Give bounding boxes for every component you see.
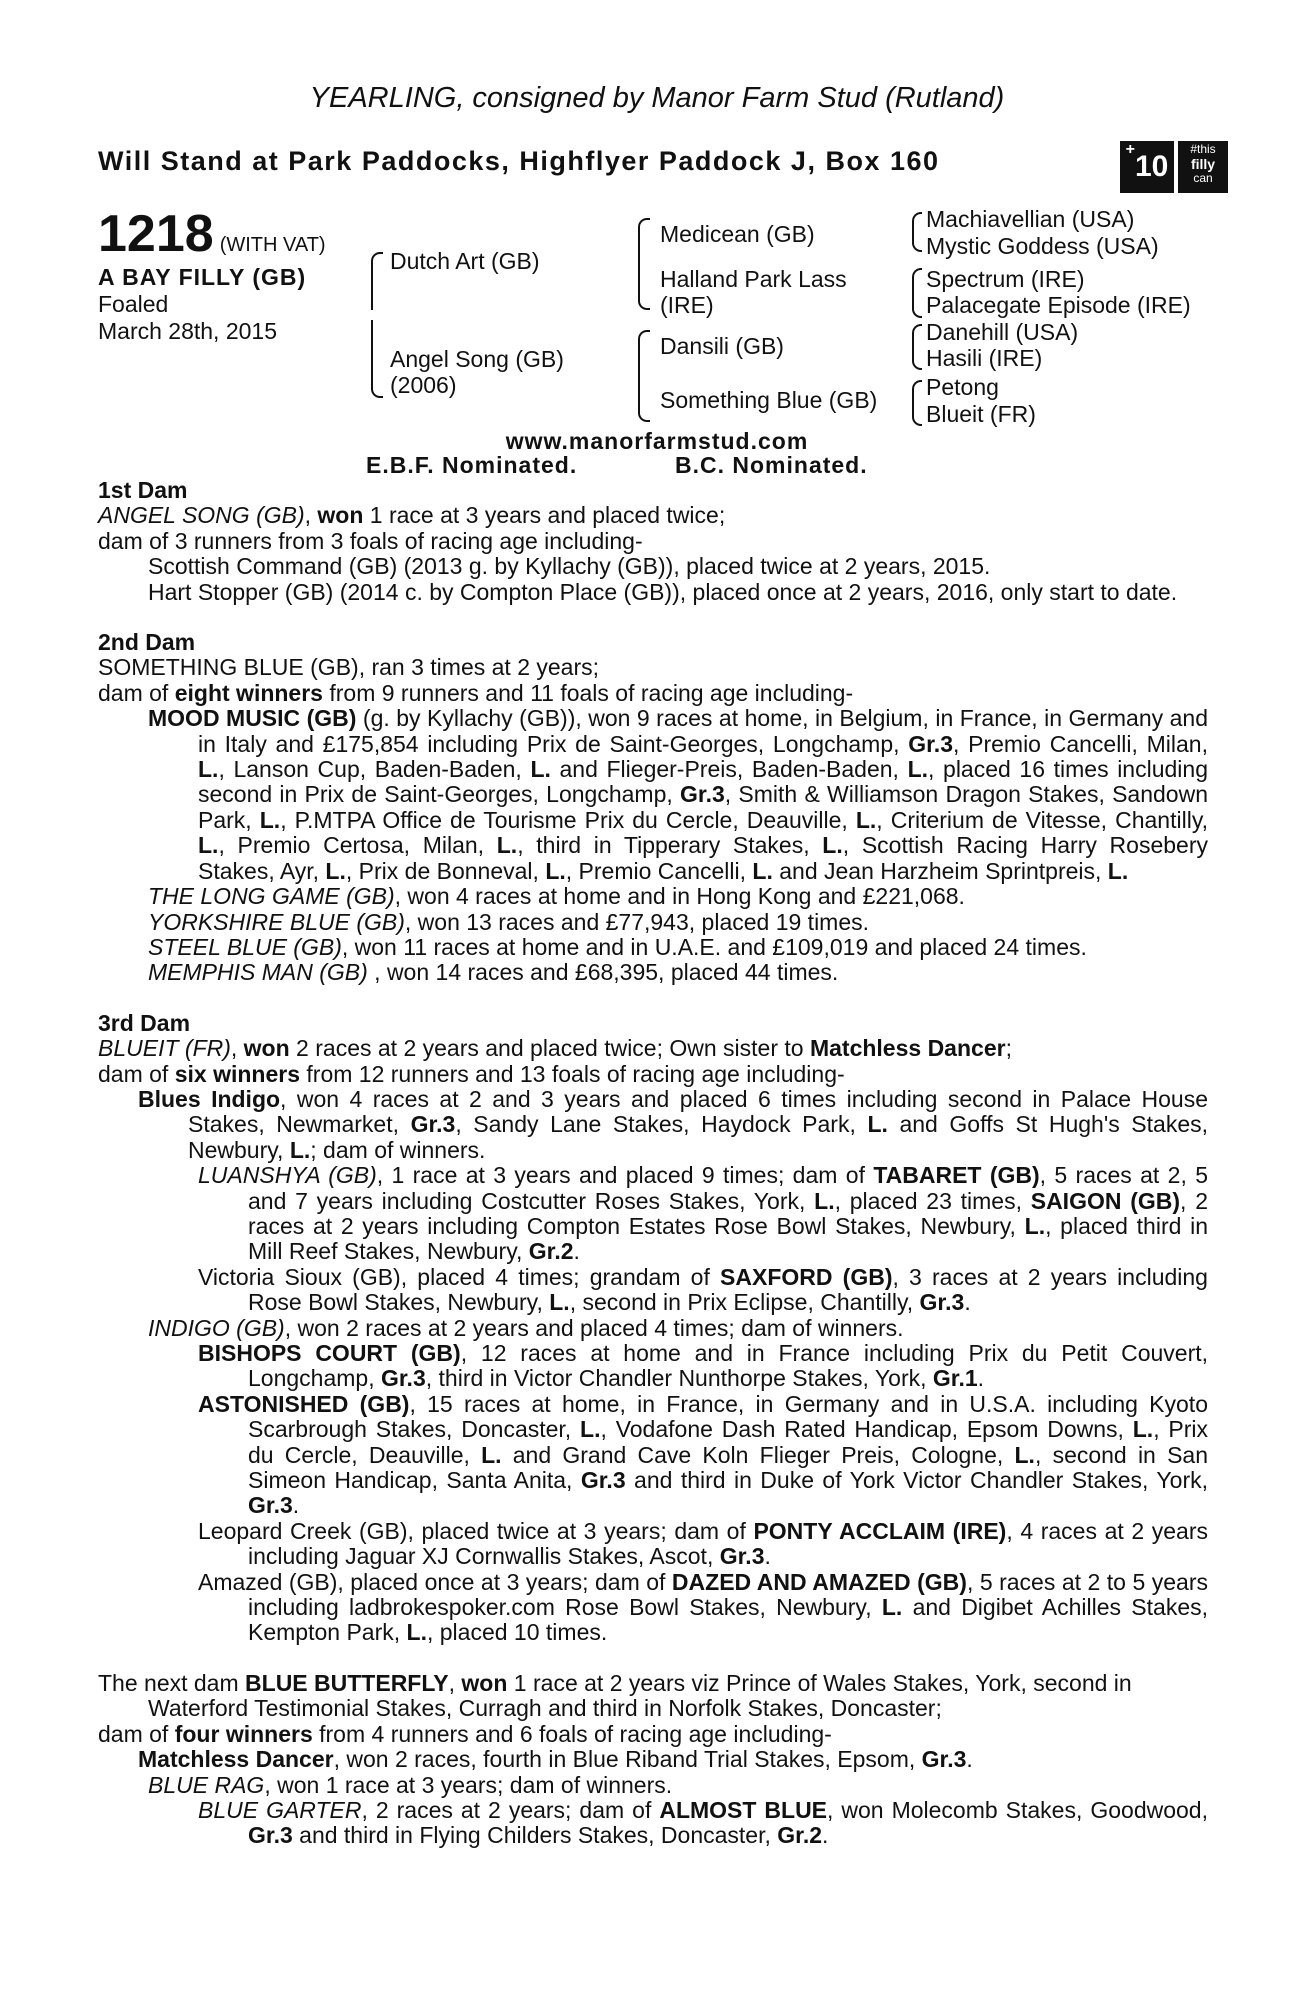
lot-number: 1218 — [98, 205, 214, 263]
text: , 5 races at 2, 5 and 7 years including Costcutter Roses Stakes, York, — [248, 1162, 1208, 1214]
horse-name: DAZED AND AMAZED (GB) — [671, 1568, 967, 1595]
grade: L. — [867, 1111, 888, 1138]
text: and Jean Harzheim Sprintpreis, — [772, 857, 1108, 884]
grade: L. — [1107, 857, 1129, 884]
ebf-nominated: E.B.F. Nominated. — [366, 452, 578, 478]
pedigree-dsd: Hasili (IRE) — [926, 345, 1043, 371]
dam-name: BLUEIT (FR) — [98, 1035, 231, 1062]
text: , third in Tipperary Stakes, — [517, 832, 823, 859]
horse-name: Matchless Dancer — [138, 1746, 334, 1773]
text: , placed 10 times. — [426, 1619, 608, 1646]
winners-count: six winners — [174, 1060, 300, 1087]
sds-bracket — [912, 268, 922, 318]
victoria-sioux-entry — [98, 1265, 1208, 1316]
horse-name: PONTY ACCLAIM (IRE) — [753, 1517, 1007, 1544]
pedigree-dam-line-2: (2006) — [390, 372, 457, 398]
grade: L. — [406, 1619, 427, 1646]
text: ; dam of winners. — [310, 1136, 486, 1163]
second-dam-section — [98, 630, 1208, 986]
grade: L. — [752, 857, 773, 884]
text: , Premio Cancelli, Milan, — [953, 730, 1208, 757]
third-dam-line-1 — [98, 1036, 1208, 1061]
text: and Digibet Achilles Stakes, Kempton Park, — [248, 1594, 1208, 1646]
grade: Gr.3 — [380, 1365, 426, 1392]
grade: Gr.3 — [919, 1289, 965, 1316]
text: (g. by Kyllachy (GB)), won 9 races at home, in Belgium, in France, in Germany and in Italy and £175,854 including Prix de Saint-Georges, Longchamp, — [198, 705, 1208, 757]
horse-name: YORKSHIRE BLUE (GB) — [148, 908, 405, 935]
dds-bracket — [912, 380, 922, 426]
text: , Lanson Cup, Baden-Baden, — [218, 756, 531, 783]
blue-garter-entry — [98, 1798, 1208, 1849]
ss-bracket — [638, 218, 650, 310]
first-dam-line-1 — [98, 503, 1208, 528]
blues-indigo-entry — [98, 1087, 1208, 1163]
text: , placed 16 times including second in Prix de Saint-Georges, Longchamp, — [198, 756, 1208, 808]
text: , 5 races at 2 to 5 years including ladbrokespoker.com Rose Bowl Stakes, Newbury, — [248, 1568, 1208, 1621]
text: Amazed (GB), placed once at 3 years; dam of — [198, 1568, 672, 1595]
horse-name: MEMPHIS MAN (GB) — [148, 959, 368, 986]
text: , placed 23 times, — [834, 1187, 1031, 1214]
vat-note: (WITH VAT) — [219, 234, 326, 256]
grade: L. — [881, 1594, 903, 1621]
steel-blue-entry — [98, 935, 1208, 960]
grade: L. — [325, 857, 346, 884]
first-dam-heading: 1st Dam — [98, 477, 188, 503]
text: . — [966, 1746, 973, 1773]
stand-location: Will Stand at Park Paddocks, Highflyer Paddock J, Box 160 — [98, 146, 940, 176]
text: ; — [1005, 1035, 1012, 1062]
grade: Gr.3 — [719, 1543, 765, 1570]
text: , Prix de Bonneval, — [345, 857, 546, 884]
text: and Flieger-Preis, Baden-Baden, — [550, 756, 908, 783]
badge-number: 10 — [1134, 150, 1169, 183]
pedigree-dam-line-1: Angel Song (GB) — [390, 346, 564, 372]
horse-name: SAIGON (GB) — [1030, 1187, 1181, 1214]
bc-nominated: B.C. Nominated. — [675, 452, 868, 478]
grade: L. — [814, 1187, 835, 1214]
amazed-entry — [98, 1570, 1208, 1646]
text: , second in Prix Eclipse, Chantilly, — [569, 1289, 920, 1316]
grade: Gr.2 — [528, 1238, 574, 1265]
horse-name: Blues Indigo — [138, 1085, 281, 1112]
text: , won 4 races at 2 and 3 years and placed 6 times including second in Palace House Stakes, Newmarket, — [188, 1085, 1209, 1138]
memphis-man-entry — [98, 960, 1208, 985]
third-dam-section — [98, 1011, 1208, 1646]
pedigree-sire-dam-1: Halland Park Lass — [660, 266, 847, 292]
text: , 1 race at 3 years and placed 9 times; dam of — [376, 1162, 874, 1189]
text: dam of — [98, 679, 175, 706]
blue-rag-entry — [98, 1773, 1208, 1798]
text: 1 race at 3 years and placed twice; — [363, 502, 726, 529]
lot-number-line — [98, 205, 326, 271]
third-dam-line-2 — [98, 1062, 1208, 1087]
text: , 12 races at home and in France including Prix du Petit Couvert, Longchamp, — [248, 1340, 1209, 1392]
grade: Gr.3 — [908, 730, 953, 757]
produce-entry-2: Hart Stopper (GB) (2014 c. by Compton Place (GB)), placed once at 2 years, 2016, only start to date. — [148, 578, 1178, 605]
horse-name: LUANSHYA (GB) — [198, 1162, 377, 1189]
badge-tag-line-2: filly — [1190, 156, 1216, 172]
text: dam of — [98, 1720, 175, 1747]
text: . — [292, 1492, 300, 1519]
pedigree-dds: Petong — [926, 374, 999, 400]
dam-name: BLUE BUTTERFLY — [245, 1669, 449, 1696]
text: , Prix du Cercle, Deauville, — [248, 1416, 1209, 1468]
grade: L. — [496, 832, 518, 859]
grade: Gr.3 — [248, 1822, 293, 1849]
second-dam-line-2 — [98, 681, 1208, 706]
grade: Gr.3 — [680, 781, 725, 808]
lot-description: A BAY FILLY (GB) — [98, 264, 307, 290]
text: . — [977, 1365, 985, 1392]
text: , won 11 races at home and in U.A.E. and £109,019 and placed 24 times. — [341, 933, 1087, 960]
grade: L. — [481, 1441, 502, 1468]
horse-name: Matchless Dancer — [809, 1035, 1006, 1062]
text: , won 4 races at home and in Hong Kong and £221,068. — [394, 883, 965, 910]
text: and third in Flying Childers Stakes, Doncaster, — [292, 1822, 778, 1849]
grade: Gr.3 — [921, 1746, 967, 1773]
text: from 4 runners and 6 foals of racing age including- — [312, 1720, 832, 1747]
dam-bracket — [371, 320, 383, 398]
grade: L. — [198, 756, 219, 783]
text: , Smith & Williamson Dragon Stakes, Sandown Park, — [198, 781, 1208, 833]
pedigree-dss: Danehill (USA) — [926, 319, 1079, 345]
second-dam-line-1: SOMETHING BLUE (GB), ran 3 times at 2 years; — [98, 654, 600, 681]
text: and Goffs St Hugh's Stakes, Newbury, — [188, 1111, 1209, 1163]
text: , won Molecomb Stakes, Goodwood, — [827, 1796, 1208, 1823]
sep: , — [304, 502, 318, 529]
sep: , — [230, 1035, 244, 1062]
horse-name: TABARET (GB) — [873, 1162, 1040, 1189]
badge-plus: + — [1125, 141, 1135, 158]
text: , Vodafone Dash Rated Handicap, Epsom Downs, — [600, 1416, 1133, 1443]
text: Victoria Sioux (GB), placed 4 times; grandam of — [198, 1263, 721, 1290]
grade: L. — [530, 756, 551, 783]
leopard-creek-entry — [98, 1519, 1208, 1570]
won-label: won — [317, 502, 364, 529]
foaled-label: Foaled — [98, 291, 169, 317]
pedigree-sdd: Palacegate Episode (IRE) — [926, 292, 1191, 318]
catalogue-body — [98, 478, 1208, 1849]
text: 1 race at 2 years viz Prince of Wales Stakes, York, second in Waterford Testimonial Stakes, Curragh and third in Norfolk Stakes, Doncaster; — [148, 1669, 1132, 1722]
dss-bracket — [912, 324, 922, 370]
sep: , — [448, 1669, 462, 1696]
ds-bracket — [638, 330, 650, 422]
pedigree-sds: Spectrum (IRE) — [926, 266, 1085, 292]
consignor-line: YEARLING, consigned by Manor Farm Stud (Rutland) — [309, 82, 1005, 114]
text: from 12 runners and 13 foals of racing age including- — [300, 1060, 845, 1087]
text: and third in Duke of York Victor Chandler Stakes, York, — [625, 1467, 1208, 1494]
badge-tag-line-3: can — [1193, 171, 1213, 185]
text: The next dam — [98, 1669, 246, 1696]
text: 2 races at 2 years and placed twice; Own sister to — [289, 1035, 810, 1062]
matchless-dancer-entry — [98, 1747, 1208, 1772]
text: , 15 races at home, in France, in Germany and in U.S.A. including Kyoto Scarbrough Stakes, Doncaster, — [248, 1390, 1208, 1443]
text: , Criterium de Vitesse, Chantilly, — [876, 806, 1208, 833]
grade: L. — [822, 832, 843, 859]
text: Leopard Creek (GB), placed twice at 3 years; dam of — [198, 1517, 754, 1544]
luanshya-entry — [98, 1163, 1208, 1265]
grade: L. — [259, 806, 281, 833]
grade: L. — [580, 1416, 601, 1443]
horse-name: THE LONG GAME (GB) — [148, 883, 395, 910]
grade: L. — [289, 1136, 311, 1163]
grade: Gr.3 — [410, 1111, 456, 1138]
grade: Gr.3 — [580, 1467, 626, 1494]
mood-music-entry — [98, 706, 1208, 884]
text: , 4 races at 2 years including Jaguar XJ Cornwallis Stakes, Ascot, — [248, 1517, 1208, 1570]
won-label: won — [243, 1035, 290, 1062]
pedigree-ssd: Mystic Goddess (USA) — [926, 233, 1159, 259]
plus-10-badge — [1120, 141, 1174, 193]
grade: Gr.3 — [248, 1492, 293, 1519]
winners-count: four winners — [174, 1720, 313, 1747]
long-game-entry — [98, 884, 1208, 909]
yorkshire-blue-entry — [98, 910, 1208, 935]
won-label: won — [461, 1669, 508, 1696]
lot-info — [98, 264, 306, 345]
pedigree-sire-dam-2: (IRE) — [660, 292, 714, 318]
text: , Premio Certosa, Milan, — [218, 832, 497, 859]
text: , won 1 race at 3 years; dam of winners. — [264, 1771, 673, 1798]
grade: L. — [549, 1289, 570, 1316]
grade: Gr.2 — [777, 1822, 823, 1849]
pedigree-dam-dam: Something Blue (GB) — [660, 387, 878, 413]
grade: L. — [1132, 1416, 1154, 1443]
text: , second in San Simeon Handicap, Santa Anita, — [248, 1441, 1208, 1494]
text: , Premio Cancelli, — [565, 857, 753, 884]
horse-name: BISHOPS COURT (GB) — [198, 1340, 461, 1366]
grade: L. — [1014, 1441, 1035, 1468]
bishops-court-entry — [98, 1341, 1208, 1392]
horse-name: ALMOST BLUE — [659, 1796, 828, 1823]
winners-count: eight winners — [174, 679, 323, 706]
pedigree-sss: Machiavellian (USA) — [926, 206, 1135, 232]
third-dam-heading: 3rd Dam — [98, 1009, 191, 1036]
pedigree-dam-sire: Dansili (GB) — [660, 333, 784, 359]
text: , won 2 races, fourth in Blue Riband Trial Stakes, Epsom, — [333, 1746, 922, 1773]
text: . — [573, 1238, 580, 1265]
text: , 2 races at 2 years; dam of — [361, 1796, 660, 1823]
text: , 3 races at 2 years including Rose Bowl Stakes, Newbury, — [248, 1263, 1208, 1316]
indigo-entry — [98, 1316, 1208, 1341]
pedigree-ddd: Blueit (FR) — [926, 401, 1036, 427]
foaled-date: March 28th, 2015 — [98, 318, 278, 344]
horse-name: SAXFORD (GB) — [720, 1263, 893, 1290]
text: , 2 races at 2 years including Compton Estates Rose Bowl Stakes, Newbury, — [248, 1187, 1208, 1239]
sire-bracket — [371, 252, 383, 310]
website: www.manorfarmstud.com — [505, 428, 809, 454]
text: , third in Victor Chandler Nunthorpe Stakes, York, — [425, 1365, 933, 1392]
horse-name: STEEL BLUE (GB) — [148, 933, 342, 960]
text: , Scottish Racing Harry Rosebery Stakes, Ayr, — [198, 832, 1208, 884]
horse-name: BLUE GARTER — [198, 1796, 362, 1823]
first-dam-line-2: dam of 3 runners from 3 foals of racing age including- — [98, 527, 643, 554]
first-dam-section — [98, 478, 1208, 605]
badge-tag-line-1: #this — [1190, 142, 1216, 156]
second-dam-heading: 2nd Dam — [98, 629, 196, 656]
text: and Grand Cave Koln Flieger Preis, Cologne, — [501, 1441, 1015, 1468]
text: dam of — [98, 1060, 175, 1087]
horse-name: INDIGO (GB) — [148, 1314, 285, 1341]
grade: L. — [1024, 1212, 1046, 1239]
next-dam-line-1 — [98, 1671, 1208, 1722]
horse-name: BLUE RAG — [148, 1771, 265, 1798]
horse-name: MOOD MUSIC (GB) — [148, 705, 357, 732]
grade: Gr.1 — [932, 1365, 978, 1392]
text: , won 2 races at 2 years and placed 4 times; dam of winners. — [284, 1314, 904, 1341]
sss-bracket — [912, 212, 922, 252]
next-dam-section — [98, 1671, 1208, 1849]
pedigree-sire-sire: Medicean (GB) — [660, 221, 815, 247]
text: . — [822, 1822, 829, 1849]
text: from 9 runners and 11 foals of racing age including- — [322, 679, 854, 706]
horse-name: ASTONISHED (GB) — [198, 1390, 410, 1417]
dam-name: ANGEL SONG (GB) — [98, 502, 305, 529]
text: . — [764, 1543, 771, 1570]
text: , P.MTPA Office de Tourisme Prix du Cercle, Deauville, — [280, 806, 856, 833]
grade: L. — [198, 832, 219, 859]
astonished-entry — [98, 1392, 1208, 1519]
text: , placed third in Mill Reef Stakes, Newbury, — [248, 1212, 1208, 1265]
pedigree-sire: Dutch Art (GB) — [390, 248, 540, 274]
produce-entry-1: Scottish Command (GB) (2013 g. by Kyllachy (GB)), placed twice at 2 years, 2015. — [148, 553, 991, 580]
this-filly-can-badge — [1178, 141, 1228, 193]
text: . — [964, 1289, 971, 1316]
next-dam-line-2 — [98, 1722, 1208, 1747]
grade: L. — [907, 756, 929, 783]
grade: L. — [855, 806, 877, 833]
text: , won 14 races and £68,395, placed 44 times. — [367, 959, 839, 986]
text: , Sandy Lane Stakes, Haydock Park, — [455, 1111, 868, 1138]
text: , won 13 races and £77,943, placed 19 times. — [404, 908, 870, 935]
grade: L. — [545, 857, 566, 884]
